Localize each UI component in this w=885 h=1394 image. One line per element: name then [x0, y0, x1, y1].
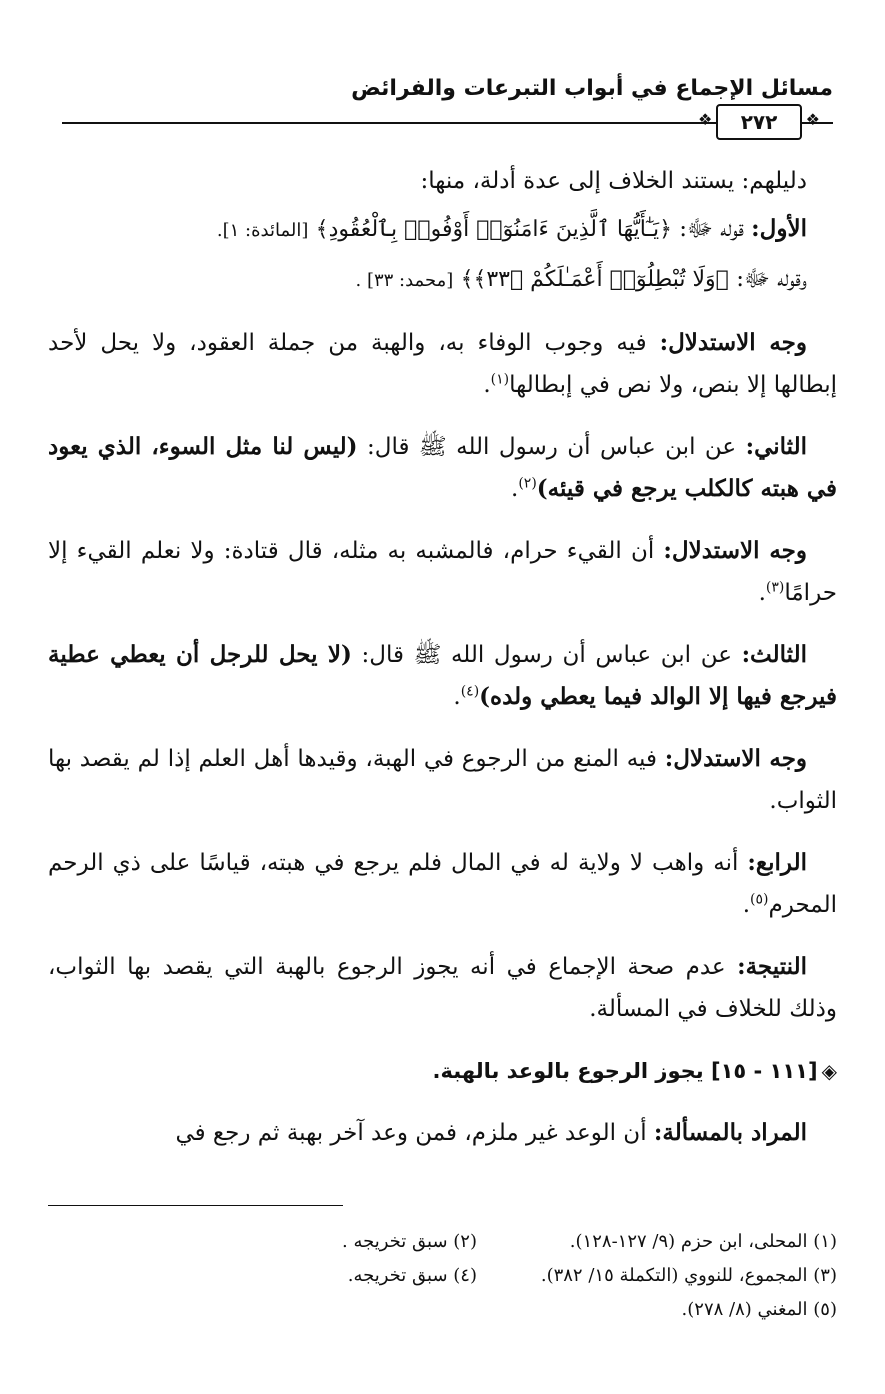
running-title: مسائل الإجماع في أبواب التبرعات والفرائض — [351, 76, 833, 101]
footnote-5: (٥) المغني (٨/ ٢٧٨). — [681, 1299, 837, 1320]
paragraph-inference-3: وجه الاستدلال: فيه المنع من الرجوع في الهبة، وقيدها أهل العلم إذا لم يقصد بها الثواب. — [48, 745, 837, 814]
lead-label: وجه الاستدلال: — [659, 329, 807, 356]
lead-label: الأول: — [751, 215, 807, 242]
paragraph-first-evidence: الأول: قوله ﷻ: ﴿يَـٰٓأَيُّهَا ٱلَّذِينَ ءَامَنُوٓا۟ أَوْفُوا۟ بِٱلْعُقُودِ﴾ [المائدة: ١]. — [216, 215, 807, 242]
paragraph-second-verse: وقوله ﷻ: ﴿وَلَا تُبْطِلُوٓا۟ أَعْمَـٰلَكُمْ ﴿٣٣﴾﴾ [محمد: ٣٣] . — [355, 266, 807, 292]
footnote-1: (١) المحلى، ابن حزم (٩/ ١٢٧-١٢٨). — [569, 1231, 837, 1252]
footnote-marker: (٢) — [518, 475, 537, 492]
hadith-text: (لا يحل للرجل أن يعطي عطية فيرجع فيها إلا الوالد فيما يعطي ولده) — [48, 641, 837, 710]
diamond-icon: ◈ — [821, 1059, 837, 1083]
paragraph-inference-2: وجه الاستدلال: أن القيء حرام، فالمشبه به مثله، قال قتادة: ولا نعلم القيء إلا حرامًا$^{(٣)}$. — [48, 537, 837, 606]
quran-verse: ﴿يَـٰٓأَيُّهَا ٱلَّذِينَ ءَامَنُوٓا۟ أَوْفُوا۟ بِٱلْعُقُودِ﴾ — [315, 217, 672, 242]
footnotes — [48, 1225, 837, 1327]
paragraph-result: النتيجة: عدم صحة الإجماع في أنه يجوز الرجوع بالهبة التي يقصد بها الثواب، وذلك للخلاف في المسألة. — [48, 953, 837, 1022]
main-text — [48, 160, 837, 1174]
lead-label: الثالث: — [741, 641, 807, 668]
paragraph-evidence-intro: دليلهم: يستند الخلاف إلى عدة أدلة، منها: — [420, 168, 807, 194]
page-header — [62, 70, 833, 134]
footnote-marker: (٣) — [765, 579, 785, 596]
paragraph-third-evidence: الثالث: عن ابن عباس أن رسول الله ﷺ قال: (لا يحل للرجل أن يعطي عطية فيرجع فيها إلا الوالد فيما يعطي ولده)$^{(٤)}$. — [48, 641, 837, 710]
lead-label: الثاني: — [745, 433, 807, 460]
quran-verse: ﴿وَلَا تُبْطِلُوٓا۟ أَعْمَـٰلَكُمْ ﴿٣٣﴾﴾ — [460, 267, 729, 292]
paragraph-meaning: المراد بالمسألة: أن الوعد غير ملزم، فمن وعد آخر بهبة ثم رجع في — [175, 1119, 807, 1146]
footnote-marker: (٤) — [460, 683, 480, 700]
page-number: ❖ ٢٧٢ ❖ — [716, 104, 802, 140]
lead-label: النتيجة: — [737, 953, 807, 980]
footnote-row — [48, 1259, 837, 1293]
verse-reference: [محمد: ٣٣] . — [355, 270, 454, 291]
paragraph-inference-1: وجه الاستدلال: فيه وجوب الوفاء به، والهبة من جملة العقود، ولا يحل لأحد إبطالها إلا بنص، ولا نص في إبطالها$^{(١)}$. — [48, 329, 837, 398]
hadith-text: (ليس لنا مثل السوء، الذي يعود في هبته كالكلب يرجع في قيئه) — [48, 433, 837, 502]
paragraph-second-evidence: الثاني: عن ابن عباس أن رسول الله ﷺ قال: (ليس لنا مثل السوء، الذي يعود في هبته كالكلب يرجع في قيئه)$^{(٢)}$. — [48, 433, 837, 502]
lead-label: وجه الاستدلال: — [663, 537, 808, 564]
footnote-4: (٤) سبق تخريجه. — [347, 1265, 477, 1286]
footnote-row — [48, 1225, 837, 1259]
footnote-rule — [48, 1205, 343, 1206]
lead-label: وجه الاستدلال: — [664, 745, 808, 772]
footnote-3: (٣) المجموع، للنووي (التكملة ١٥/ ٣٨٢). — [540, 1265, 837, 1286]
paragraph-fourth-evidence: الرابع: أنه واهب لا ولاية له في المال فلم يرجع في هبته، قياسًا على ذي الرحم المحرم$^{(٥)}$. — [48, 849, 837, 918]
verse-reference: [المائدة: ١]. — [216, 220, 309, 241]
footnote-marker: (٥) — [750, 891, 769, 908]
lead-label: المراد بالمسألة: — [653, 1119, 807, 1146]
footnote-marker: (١) — [490, 371, 510, 388]
footnote-2: (٢) سبق تخريجه . — [342, 1231, 477, 1252]
section-heading: ◈[١١١ - ١٥] يجوز الرجوع بالوعد بالهبة. — [432, 1059, 837, 1083]
lead-label: الرابع: — [747, 849, 808, 876]
footnote-row — [48, 1293, 837, 1327]
